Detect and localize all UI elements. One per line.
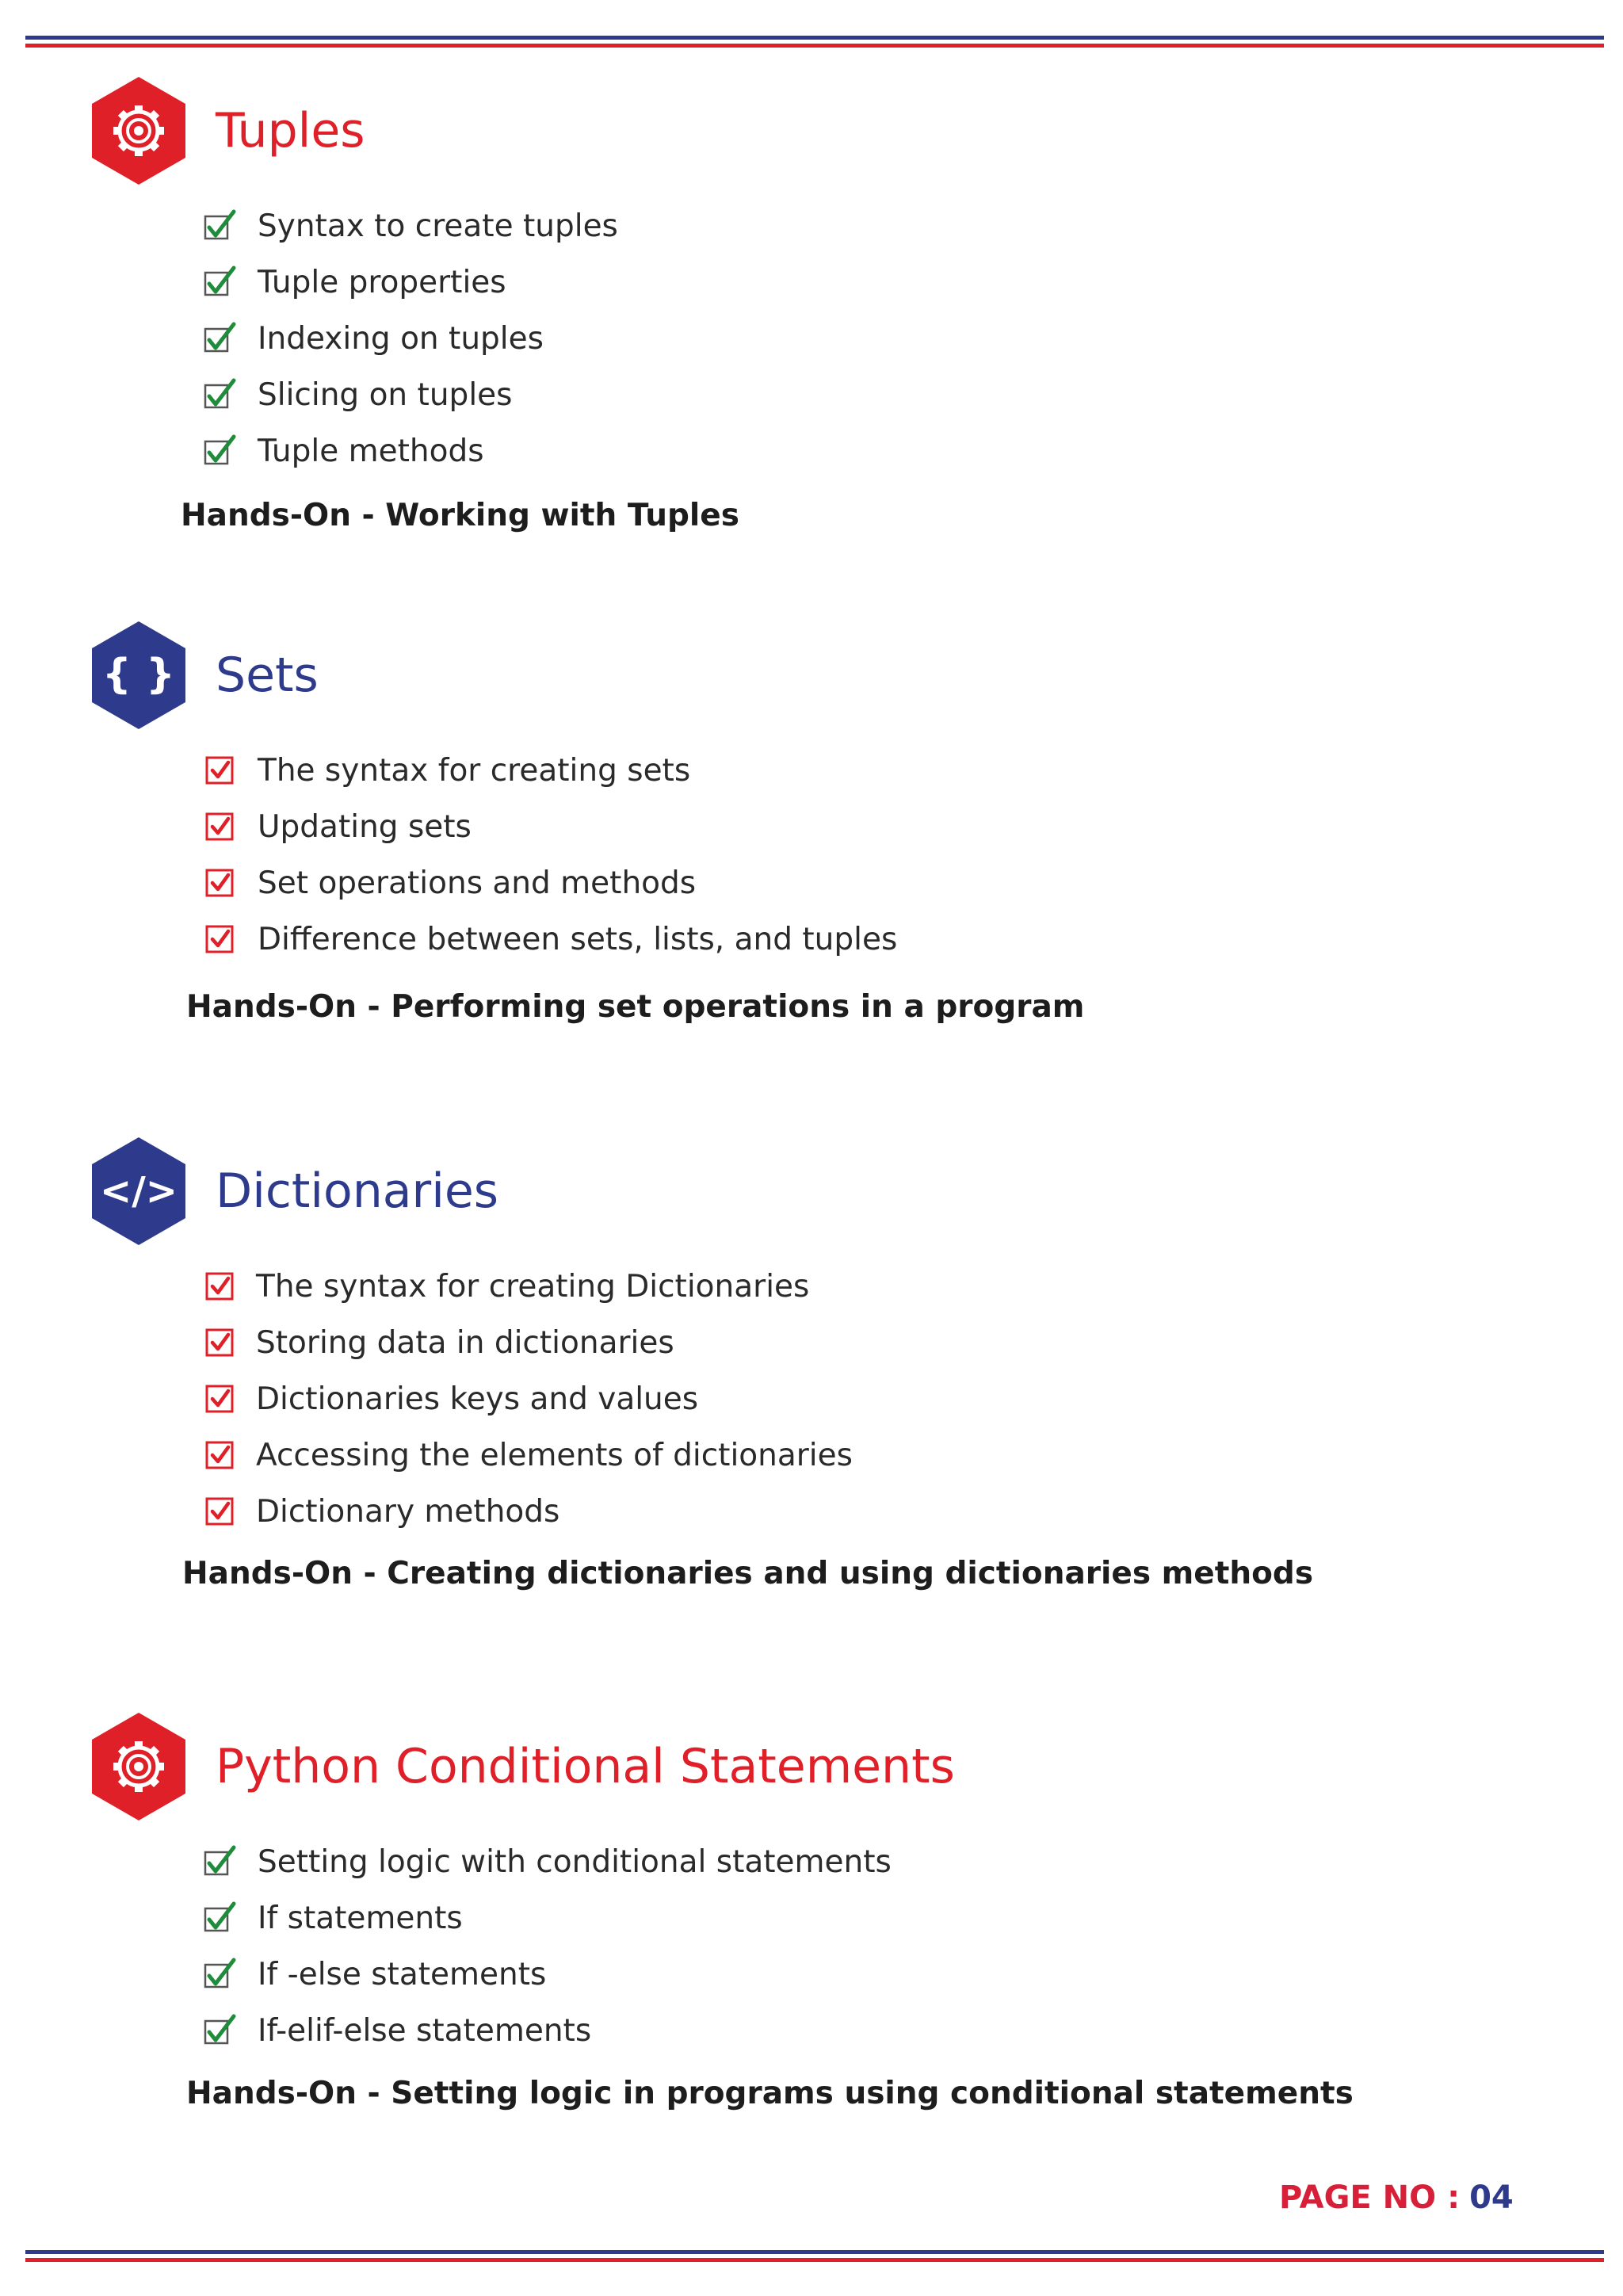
list-item-text: Setting logic with conditional statements xyxy=(258,1844,892,1880)
checkbox-checked-icon xyxy=(202,1494,239,1530)
list-item-text: Dictionary methods xyxy=(256,1494,560,1530)
checkbox-checked-icon xyxy=(202,1901,239,1937)
list-item-text: Indexing on tuples xyxy=(258,321,544,357)
list-item xyxy=(0,1319,1268,1366)
checkbox-checked-icon xyxy=(202,2013,239,2050)
list-item xyxy=(0,1894,1268,1942)
list-item xyxy=(0,315,1268,362)
checkbox-checked-icon xyxy=(202,1844,239,1881)
list-item-text: Updating sets xyxy=(258,809,472,845)
checkbox-checked-icon xyxy=(202,922,239,958)
checkbox-checked-icon xyxy=(202,809,239,846)
list-item-text: Accessing the elements of dictionaries xyxy=(256,1438,853,1473)
section-title: Dictionaries xyxy=(216,1163,499,1219)
list-item xyxy=(0,915,1268,963)
hands-on-label: Hands-On - Performing set operations in a program xyxy=(186,989,1085,1025)
list-item xyxy=(0,747,1268,794)
checkbox-checked-icon xyxy=(202,321,239,357)
gear-icon xyxy=(90,1711,188,1822)
list-item xyxy=(0,427,1268,475)
checkbox-checked-icon xyxy=(202,208,239,245)
list-item xyxy=(0,1431,1268,1479)
section-header xyxy=(0,620,1623,731)
svg-text:</>: </> xyxy=(100,1169,178,1213)
list-item xyxy=(0,1375,1268,1423)
section-header xyxy=(0,75,1623,186)
braces-icon xyxy=(90,620,188,731)
list-item xyxy=(0,1838,1268,1885)
list-item-text: If -else statements xyxy=(258,1957,547,1992)
list-item xyxy=(0,859,1268,907)
checkbox-checked-icon xyxy=(202,377,239,414)
section-header xyxy=(0,1711,1623,1822)
checkbox-checked-icon xyxy=(202,1381,239,1418)
list-item-text: Dictionaries keys and values xyxy=(256,1381,699,1417)
section-title: Tuples xyxy=(216,103,365,159)
list-item-text: If statements xyxy=(258,1901,463,1936)
page-number xyxy=(1279,2178,1514,2218)
list-item-text: Tuple properties xyxy=(258,265,506,300)
page-number-label: PAGE NO : xyxy=(1279,2179,1461,2216)
list-item xyxy=(0,1488,1268,1535)
checkbox-checked-icon xyxy=(202,753,239,789)
hands-on-label: Hands-On - Working with Tuples xyxy=(181,498,739,533)
svg-text:{ }: { } xyxy=(101,651,176,698)
checkbox-checked-icon xyxy=(202,1325,239,1362)
list-item-text: Storing data in dictionaries xyxy=(256,1325,674,1361)
list-item-text: The syntax for creating sets xyxy=(258,753,691,789)
section-header xyxy=(0,1136,1623,1247)
checkbox-checked-icon xyxy=(202,865,239,902)
list-item xyxy=(0,258,1268,306)
list-item xyxy=(0,2007,1268,2054)
list-item xyxy=(0,371,1268,418)
hands-on-label: Hands-On - Creating dictionaries and using dictionaries methods xyxy=(182,1556,1314,1591)
list-item-text: Tuple methods xyxy=(258,434,484,469)
list-item-text: If-elif-else statements xyxy=(258,2013,592,2049)
top-divider xyxy=(25,36,1604,48)
list-item-text: Syntax to create tuples xyxy=(258,208,618,244)
checkbox-checked-icon xyxy=(202,1957,239,1993)
section-title: Python Conditional Statements xyxy=(216,1739,955,1794)
gear-icon xyxy=(90,75,188,186)
list-item-text: Slicing on tuples xyxy=(258,377,513,413)
checkbox-checked-icon xyxy=(202,1269,239,1305)
list-item xyxy=(0,803,1268,850)
list-item-text: Set operations and methods xyxy=(258,865,697,901)
checkbox-checked-icon xyxy=(202,265,239,301)
hands-on-label: Hands-On - Setting logic in programs using conditional statements xyxy=(186,2076,1354,2111)
list-item-text: The syntax for creating Dictionaries xyxy=(256,1269,810,1305)
list-item xyxy=(0,202,1268,250)
code-icon xyxy=(90,1136,188,1247)
bottom-divider xyxy=(25,2250,1604,2262)
page-number-value: 04 xyxy=(1469,2179,1514,2216)
section-title: Sets xyxy=(216,648,319,703)
checkbox-checked-icon xyxy=(202,434,239,470)
checkbox-checked-icon xyxy=(202,1438,239,1474)
list-item xyxy=(0,1263,1268,1310)
list-item-text: Difference between sets, lists, and tuples xyxy=(258,922,898,957)
list-item xyxy=(0,1950,1268,1998)
